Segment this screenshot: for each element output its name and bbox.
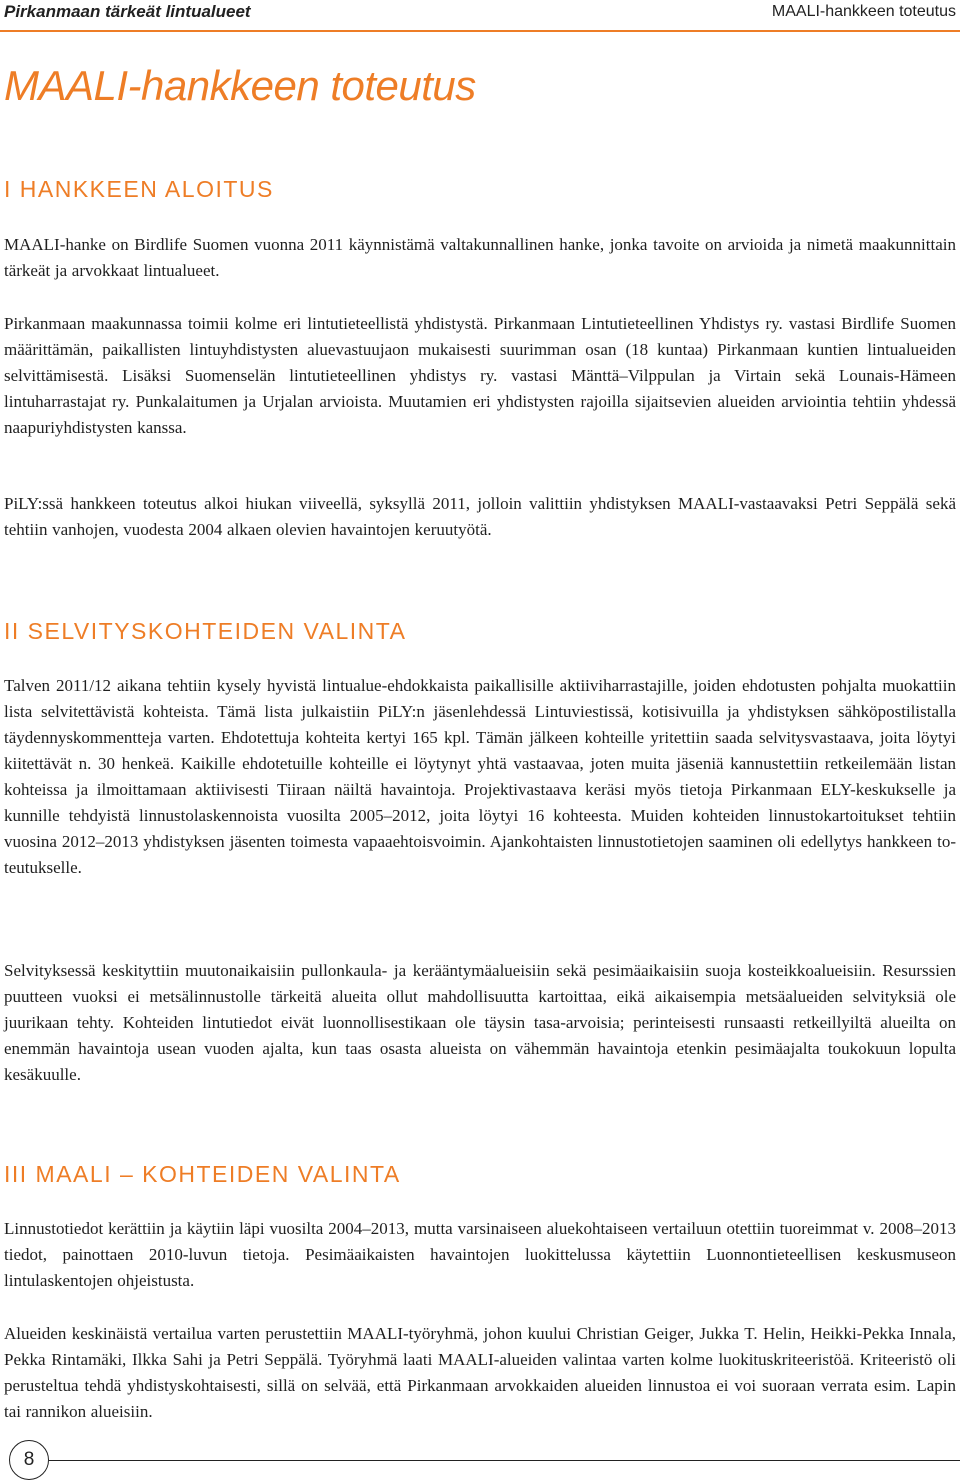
paragraph: Alueiden keskinäistä vertailua varten perustettiin MAALI-työryhmä, johon kuului Christian Geiger, Jukka T. Helin, Heikki-Pekka Innala, Pekka Rintamäki, Ilkka Sahi ja Petri Seppälä. Työryhmä laati MAALI-alueiden valintaa varten kolme luokituskriteeristöä. Kriteeristö oli perusteltua tehdä yhdistyskohtaisesti, sillä on selvää, että Pirkanmaan arvokkaiden alueiden linnustoa ei voi suoraan verrata esim. Lapin tai rannikon alueisiin.	[4, 1324, 956, 1421]
footer-rule	[49, 1460, 960, 1461]
running-header	[0, 0, 960, 32]
section-heading-hankkeen-aloitus: I HANKKEEN ALOITUS	[4, 176, 274, 202]
paragraph: Linnustotiedot kerättiin ja käytiin läpi vuosilta 2004–2013, mutta varsinaiseen aluekohtaiseen vertailuun otettiin tuoreimmat v. 2008–2013 tiedot, painottaen 2010-luvun tietoja. Pesimäaikaisten havaintojen luokittelussa käytettiin Luonnontieteellisen keskusmuseon lintulaskentojen ohjeistusta.	[4, 1219, 956, 1290]
section-heading-maali-kohteiden-valinta: III MAALI – KOHTEIDEN VALINTA	[4, 1161, 401, 1187]
header-publication-title: Pirkanmaan tärkeät lintualueet	[4, 2, 251, 21]
page-number: 8	[9, 1440, 49, 1480]
paragraph: Pirkanmaan maakunnassa toimii kolme eri lintutieteellistä yhdistystä. Pirkanmaan Lintutieteellinen Yhdistys ry. vastasi Birdlife Suomen määrittämän, paikallisten lintuyhdistysten aluevastuujaon mukaisesti suurimman osan (18 kuntaa) Pirkanmaan kuntien lintualueiden selvittämisestä. Lisäksi Suomenselän lintutieteellinen yhdistys ry. vastasi Mänttä–Vilppulan ja Virtain sekä Lounais-Hämeen lintuharrastajat ry. Punkalaitumen ja Urjalan arvioista. Muutamien eri yhdistysten rajoilla sijaitsevien alueiden arviointia tehtiin yhdessä naapuriyhdistysten kanssa.	[4, 314, 956, 437]
paragraph: MAALI-hanke on Birdlife Suomen vuonna 2011 käynnistämä valtakunnallinen hanke, jonka tavoite on arvioida ja nimetä maakunnittain tärkeät ja arvokkaat lintualueet.	[4, 235, 956, 280]
paragraph: PiLY:ssä hankkeen toteutus alkoi hiukan viiveellä, syksyllä 2011, jolloin valittiin yhdistyksen MAALI-vastaavaksi Petri Seppälä sekä tehtiin vanhojen, vuodesta 2004 alkaen olevien havaintojen keruutyötä.	[4, 494, 956, 539]
section-heading-selvityskohteiden-valinta: II SELVITYSKOHTEIDEN VALINTA	[4, 618, 407, 644]
page-title: MAALI-hankkeen toteutus	[4, 62, 476, 109]
paragraph: Selvityksessä keskityttiin muutonaikaisiin pullonkaula- ja kerääntymäalueisiin sekä pesimäaikaisiin suoja kosteikkoalueisiin. Resurssien puutteen vuoksi ei metsälinnustolle tärkeitä alueita ollut mahdollisuutta kartoittaa, eikä aikaisempia metsäalueiden selvityksiä ole juurikaan tehty. Kohteiden lintutiedot eivät luonnollisestikaan ole täysin tasa-arvoisia; perinteisesti runsaasti retkeillyiltä alueilta on enemmän havaintoja usean vuoden ajalta, kun taas osasta alueista on vähemmän havaintoja etenkin pesimäajalta toukokuun lopulta kesäkuulle.	[4, 961, 956, 1084]
header-chapter-title: MAALI-hankkeen toteutus	[771, 3, 956, 20]
paragraph: Talven 2011/12 aikana tehtiin kysely hyvistä lintualue-ehdokkaista paikallisille aktiiviharrastajille, joiden ehdotusten pohjalta muokattiin lista selvitettävistä kohteista. Tämä lista julkaistiin PiLY:n jäsenlehdessä Lintuviestissä, kotisivuilla ja yhdistyksen sähköpostilistalla täydennyskommentteja varten. Ehdotettuja kohteita kertyi 165 kpl. Tämän jälkeen kohteille yritettiin saada selvitysvastaava, joita löytyi kiitettävät n. 30 henkeä. Kaikille ehdotetuille kohteille ei löytynyt yhtä vastaavaa, joten muita jäseniä kannustettiin retkeilemään listan kohteissa ja ilmoittamaan aktiivisesti Tiiraan näiltä havaintoja. Projektivastaava keräsi myös tietoja Pirkanmaan ELY-keskukselle ja kunnille tehdyistä linnustolaskennoista vuosilta 2005–2012, joita löytyi 16 kohteesta. Muiden kohteiden linnustokartoitukset tehtiin vuosina 2012–2013 yhdistyksen jäsenten toimesta vapaaehtoisvoimin. Ajankohtaisten linnustotietojen saaminen oli edellytys hankkeen toteutukselle.	[4, 676, 956, 877]
